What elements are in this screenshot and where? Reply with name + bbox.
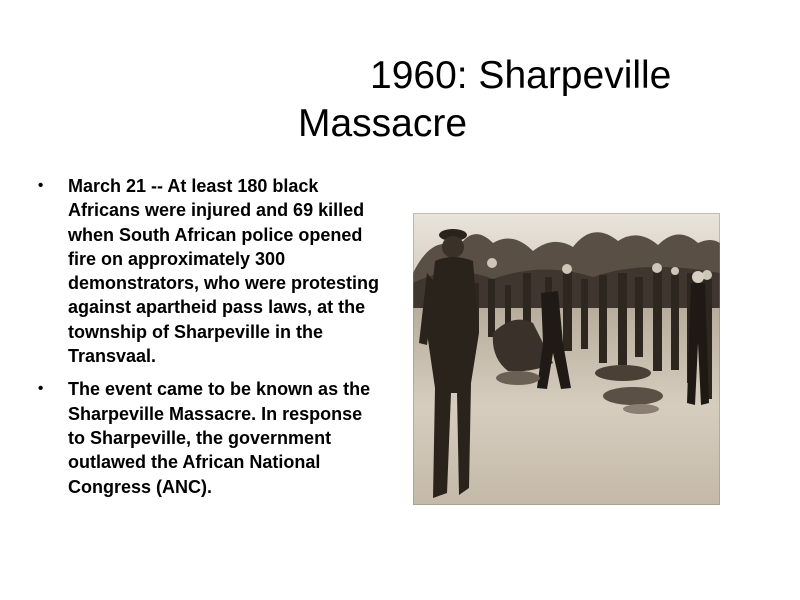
title-line-2: Massacre <box>298 102 468 145</box>
bullet-icon: • <box>38 380 44 398</box>
bullet-list <box>38 174 383 508</box>
bullet-icon: • <box>38 177 44 194</box>
bullet-text-1: March 21 -- At least 180 black Africans were injured and 69 killed when South African police opened fire on approximately 300 demonstrators, who were protesting against apartheid pass laws, at the township of Sharpeville in the Transvaal. <box>68 176 380 367</box>
title-line-1: 1960: Sharpeville <box>370 54 672 97</box>
sharpeville-photo <box>413 213 720 505</box>
slide-title <box>290 52 760 148</box>
bullet-text-2: The event came to be known as the Sharpeville Massacre. In response to Sharpeville, the government outlawed the African National Congress (ANC). <box>68 379 371 497</box>
bullet-item-1 <box>38 174 383 368</box>
bullet-item-2 <box>38 377 383 498</box>
photo-image <box>413 213 720 505</box>
